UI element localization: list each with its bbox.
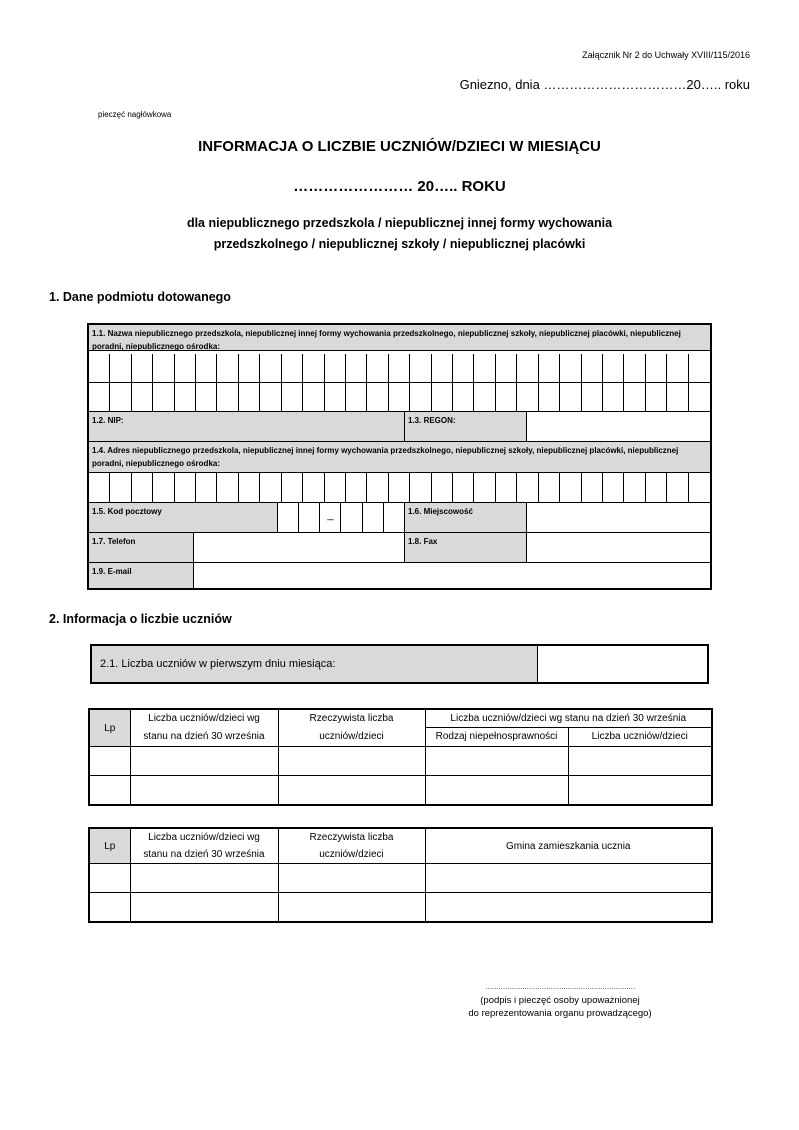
char-box[interactable] bbox=[389, 383, 410, 411]
char-box[interactable] bbox=[239, 473, 260, 502]
table-row bbox=[89, 893, 712, 922]
name-grid-row-2[interactable] bbox=[89, 383, 710, 412]
postal-cell[interactable] bbox=[278, 503, 299, 532]
char-box[interactable] bbox=[410, 473, 431, 502]
char-box[interactable] bbox=[367, 354, 388, 382]
char-box[interactable] bbox=[196, 473, 217, 502]
postal-cell[interactable] bbox=[299, 503, 320, 532]
field-1-1-label: 1.1. Nazwa niepublicznego przedszkola, niepublicznej innej formy wychowania przedszkolnego, niepublicznej szkoły, niepublicznej placówki, niepublicznej poradni, niepublicznego ośrodka: bbox=[89, 325, 710, 351]
char-box[interactable] bbox=[560, 383, 581, 411]
char-box[interactable] bbox=[689, 354, 710, 382]
char-box[interactable] bbox=[132, 383, 153, 411]
table-cell[interactable] bbox=[278, 864, 425, 893]
char-box[interactable] bbox=[646, 473, 667, 502]
place-date-line: Gniezno, dnia ……………………………20….. roku bbox=[459, 77, 750, 92]
char-box[interactable] bbox=[89, 383, 110, 411]
postal-cell[interactable] bbox=[341, 503, 362, 532]
section-1-heading: 1. Dane podmiotu dotowanego bbox=[49, 290, 231, 304]
table1-col-disability: Rodzaj niepełnosprawności bbox=[425, 727, 568, 746]
char-box[interactable] bbox=[432, 354, 453, 382]
postal-code-grid[interactable] bbox=[278, 503, 405, 532]
char-box[interactable] bbox=[582, 383, 603, 411]
field-2-1-label: 2.1. Liczba uczniów w pierwszym dniu miesiąca: bbox=[92, 646, 538, 682]
char-box[interactable] bbox=[110, 473, 131, 502]
table-cell[interactable] bbox=[278, 893, 425, 922]
city-input[interactable] bbox=[527, 503, 710, 532]
attachment-note: Załącznik Nr 2 do Uchwały XVIII/115/2016 bbox=[582, 50, 750, 60]
field-1-2-nip-label: 1.2. NIP: bbox=[89, 412, 405, 441]
char-box[interactable] bbox=[603, 383, 624, 411]
char-box[interactable] bbox=[560, 473, 581, 502]
char-box[interactable] bbox=[474, 354, 495, 382]
char-box[interactable] bbox=[689, 473, 710, 502]
char-box[interactable] bbox=[260, 383, 281, 411]
name-grid-row-1[interactable] bbox=[89, 354, 710, 383]
field-1-8-fax-label: 1.8. Fax bbox=[405, 533, 527, 562]
char-box[interactable] bbox=[667, 383, 688, 411]
table-row bbox=[89, 747, 712, 776]
postal-cell[interactable] bbox=[363, 503, 384, 532]
students-first-day-input[interactable] bbox=[538, 646, 707, 682]
char-box[interactable] bbox=[325, 354, 346, 382]
fax-input[interactable] bbox=[527, 533, 710, 562]
char-box[interactable] bbox=[175, 383, 196, 411]
char-box[interactable] bbox=[389, 354, 410, 382]
phone-input[interactable] bbox=[194, 533, 405, 562]
char-box[interactable] bbox=[410, 354, 431, 382]
char-box[interactable] bbox=[646, 383, 667, 411]
signature-dots: …………………………………………………………… bbox=[485, 984, 635, 991]
table-cell[interactable] bbox=[278, 747, 425, 776]
char-box[interactable] bbox=[282, 354, 303, 382]
table-cell[interactable] bbox=[425, 776, 568, 805]
table1-col-lp: Lp bbox=[89, 709, 130, 747]
char-box[interactable] bbox=[282, 473, 303, 502]
char-box[interactable] bbox=[603, 473, 624, 502]
char-box[interactable] bbox=[325, 473, 346, 502]
field-1-6-city-label: 1.6. Miejscowość bbox=[405, 503, 527, 532]
char-box[interactable] bbox=[646, 354, 667, 382]
stamp-label: pieczęć nagłówkowa bbox=[98, 110, 172, 119]
table-cell[interactable] bbox=[130, 864, 278, 893]
char-box[interactable] bbox=[689, 383, 710, 411]
char-box[interactable] bbox=[217, 354, 238, 382]
table-cell[interactable] bbox=[130, 776, 278, 805]
table-cell[interactable] bbox=[425, 747, 568, 776]
char-box[interactable] bbox=[260, 354, 281, 382]
char-box[interactable] bbox=[132, 354, 153, 382]
char-box[interactable] bbox=[282, 383, 303, 411]
char-box[interactable] bbox=[346, 383, 367, 411]
char-box[interactable] bbox=[303, 354, 324, 382]
table-cell[interactable] bbox=[130, 893, 278, 922]
char-box[interactable] bbox=[474, 383, 495, 411]
char-box[interactable] bbox=[496, 354, 517, 382]
char-box[interactable] bbox=[624, 473, 645, 502]
char-box[interactable] bbox=[346, 354, 367, 382]
field-1-3-regon-label: 1.3. REGON: bbox=[405, 412, 527, 441]
char-box[interactable] bbox=[603, 354, 624, 382]
table-cell[interactable] bbox=[130, 747, 278, 776]
char-box[interactable] bbox=[239, 383, 260, 411]
char-box[interactable] bbox=[539, 383, 560, 411]
char-box[interactable] bbox=[624, 354, 645, 382]
table-cell[interactable] bbox=[425, 864, 712, 893]
table1-col-actual: Rzeczywista liczba uczniów/dzieci bbox=[278, 709, 425, 747]
signature-caption-2: do reprezentowania organu prowadzącego) bbox=[468, 1008, 652, 1019]
field-1-4-label: 1.4. Adres niepublicznego przedszkola, niepublicznej innej formy wychowania przedszkolnego, niepublicznej szkoły, niepublicznej placówki, niepublicznej poradni, niepublicznego ośrodka: bbox=[89, 442, 710, 473]
char-box[interactable] bbox=[89, 354, 110, 382]
char-box[interactable] bbox=[303, 383, 324, 411]
char-box[interactable] bbox=[410, 383, 431, 411]
table-cell[interactable] bbox=[278, 776, 425, 805]
field-1-7-phone-label: 1.7. Telefon bbox=[89, 533, 194, 562]
table1-col-group-count: Liczba uczniów/dzieci bbox=[568, 727, 712, 746]
char-box[interactable] bbox=[474, 473, 495, 502]
email-input[interactable] bbox=[194, 563, 710, 588]
postal-cell[interactable] bbox=[384, 503, 405, 532]
char-box[interactable] bbox=[389, 473, 410, 502]
subtitle-line-1: dla niepublicznego przedszkola / niepublicznej innej formy wychowania bbox=[186, 216, 613, 230]
table-cell[interactable] bbox=[425, 893, 712, 922]
char-box[interactable] bbox=[196, 354, 217, 382]
char-box[interactable] bbox=[432, 383, 453, 411]
char-box[interactable] bbox=[517, 354, 538, 382]
table1-col-count: Liczba uczniów/dzieci wg stanu na dzień 30 września bbox=[130, 709, 278, 747]
char-box[interactable] bbox=[453, 354, 474, 382]
char-box[interactable] bbox=[132, 473, 153, 502]
char-box[interactable] bbox=[517, 473, 538, 502]
field-1-9-email-label: 1.9. E-mail bbox=[89, 563, 194, 588]
char-box[interactable] bbox=[153, 473, 174, 502]
char-box[interactable] bbox=[196, 383, 217, 411]
char-box[interactable] bbox=[239, 354, 260, 382]
table-cell[interactable] bbox=[89, 747, 130, 776]
char-box[interactable] bbox=[539, 354, 560, 382]
char-box[interactable] bbox=[582, 473, 603, 502]
address-grid-row[interactable] bbox=[89, 473, 710, 503]
char-box[interactable] bbox=[217, 473, 238, 502]
char-box[interactable] bbox=[539, 473, 560, 502]
char-box[interactable] bbox=[153, 383, 174, 411]
char-box[interactable] bbox=[432, 473, 453, 502]
postal-dash: _ bbox=[320, 503, 341, 532]
students-first-day-box bbox=[90, 644, 709, 684]
char-box[interactable] bbox=[560, 354, 581, 382]
char-box[interactable] bbox=[624, 383, 645, 411]
char-box[interactable] bbox=[175, 473, 196, 502]
table-cell[interactable] bbox=[89, 864, 130, 893]
document-title: INFORMACJA O LICZBIE UCZNIÓW/DZIECI W MIESIĄCU bbox=[198, 138, 601, 155]
month-year-line: …………………… 20….. ROKU bbox=[293, 178, 506, 195]
char-box[interactable] bbox=[453, 473, 474, 502]
char-box[interactable] bbox=[110, 354, 131, 382]
table-row bbox=[89, 864, 712, 893]
char-box[interactable] bbox=[346, 473, 367, 502]
entity-data-form bbox=[87, 323, 712, 590]
char-box[interactable] bbox=[110, 383, 131, 411]
table-cell[interactable] bbox=[568, 776, 712, 805]
char-box[interactable] bbox=[217, 383, 238, 411]
char-box[interactable] bbox=[496, 473, 517, 502]
table2-col-commune: Gmina zamieszkania ucznia bbox=[425, 828, 712, 864]
char-box[interactable] bbox=[303, 473, 324, 502]
char-box[interactable] bbox=[582, 354, 603, 382]
signature-caption-1: (podpis i pieczęć osoby upoważnionej bbox=[480, 995, 640, 1006]
char-box[interactable] bbox=[367, 473, 388, 502]
char-box[interactable] bbox=[325, 383, 346, 411]
section-2-heading: 2. Informacja o liczbie uczniów bbox=[49, 612, 232, 626]
table-cell[interactable] bbox=[568, 747, 712, 776]
char-box[interactable] bbox=[496, 383, 517, 411]
char-box[interactable] bbox=[667, 354, 688, 382]
subtitle-line-2: przedszkolnego / niepublicznej szkoły / niepublicznej placówki bbox=[213, 237, 586, 251]
char-box[interactable] bbox=[517, 383, 538, 411]
table2-col-lp: Lp bbox=[89, 828, 130, 864]
table-cell[interactable] bbox=[89, 893, 130, 922]
table-row bbox=[89, 776, 712, 805]
char-box[interactable] bbox=[367, 383, 388, 411]
regon-input[interactable] bbox=[527, 412, 710, 441]
char-box[interactable] bbox=[260, 473, 281, 502]
char-box[interactable] bbox=[89, 473, 110, 502]
char-box[interactable] bbox=[175, 354, 196, 382]
table2-col-count: Liczba uczniów/dzieci wg stanu na dzień 30 września bbox=[130, 828, 278, 864]
char-box[interactable] bbox=[667, 473, 688, 502]
students-table-commune bbox=[88, 827, 713, 923]
table1-col-group: Liczba uczniów/dzieci wg stanu na dzień 30 września bbox=[425, 709, 712, 727]
field-1-5-postal-label: 1.5. Kod pocztowy bbox=[89, 503, 278, 532]
students-table-disability bbox=[88, 708, 713, 806]
char-box[interactable] bbox=[453, 383, 474, 411]
char-box[interactable] bbox=[153, 354, 174, 382]
table2-col-actual: Rzeczywista liczba uczniów/dzieci bbox=[278, 828, 425, 864]
table-cell[interactable] bbox=[89, 776, 130, 805]
